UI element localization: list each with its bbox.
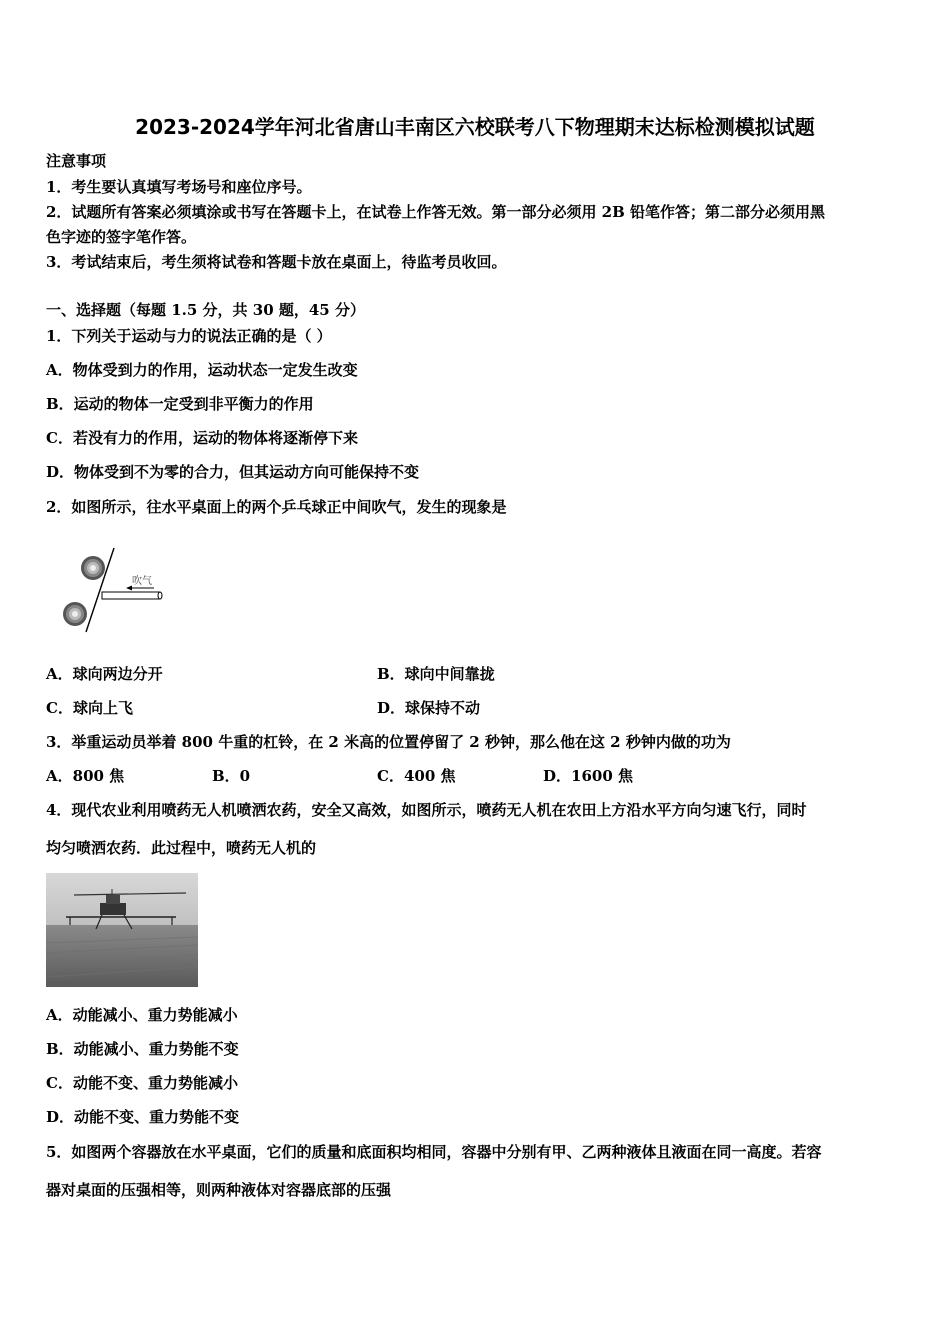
- q4-option-c: C．动能不变、重力势能减小: [46, 1074, 238, 1092]
- notice-item-2: 2．试题所有答案必须填涂或书写在答题卡上，在试卷上作答无效。第一部分必须用 2B 铅笔作答；第二部分必须用黑: [46, 203, 826, 221]
- notice-heading: 注意事项: [46, 152, 107, 170]
- q3-option-d: D．1600 焦: [543, 767, 633, 785]
- blow-label: 吹气: [132, 576, 152, 587]
- q5-stem: 5．如图两个容器放在水平桌面，它们的质量和底面积均相同，容器中分别有甲、乙两种液体且液面在同一高度。若容: [46, 1143, 822, 1161]
- q4-option-a: A．动能减小、重力势能减小: [46, 1006, 238, 1024]
- q2-option-a: A．球向两边分开: [46, 665, 163, 683]
- q3-stem: 3．举重运动员举着 800 牛重的杠铃，在 2 米高的位置停留了 2 秒钟，那么他在这 2 秒钟内做的功为: [46, 733, 731, 751]
- q2-option-d: D．球保持不动: [377, 699, 481, 717]
- q1-option-d: D．物体受到不为零的合力，但其运动方向可能保持不变: [46, 463, 420, 481]
- q1-option-a: A．物体受到力的作用，运动状态一定发生改变: [46, 361, 358, 379]
- q2-option-b: B．球向中间靠拢: [377, 665, 495, 683]
- q2-stem: 2．如图所示，往水平桌面上的两个乒乓球正中间吹气，发生的现象是: [46, 498, 507, 516]
- ping-pong-figure: [56, 546, 168, 634]
- q4-stem-cont: 均匀喷洒农药．此过程中，喷药无人机的: [46, 839, 317, 857]
- q2-option-c: C．球向上飞: [46, 699, 133, 717]
- q3-option-b: B．0: [212, 767, 251, 785]
- blow-tube: [102, 592, 162, 599]
- notice-item-3: 3．考试结束后，考生须将试卷和答题卡放在桌面上，待监考员收回。: [46, 253, 507, 271]
- q4-stem: 4．现代农业利用喷药无人机喷洒农药，安全又高效，如图所示，喷药无人机在农田上方沿水平方向匀速飞行，同时: [46, 801, 807, 819]
- q4-option-d: D．动能不变、重力势能不变: [46, 1108, 240, 1126]
- q5-stem-cont: 器对桌面的压强相等，则两种液体对容器底部的压强: [46, 1181, 392, 1199]
- notice-item-2-cont: 色字迹的签字笔作答。: [46, 228, 197, 246]
- notice-item-1: 1．考生要认真填写考场号和座位序号。: [46, 178, 312, 196]
- q3-option-c: C．400 焦: [377, 767, 456, 785]
- q4-option-b: B．动能减小、重力势能不变: [46, 1040, 239, 1058]
- upper-ball: [81, 556, 105, 580]
- q1-option-c: C．若没有力的作用，运动的物体将逐渐停下来: [46, 429, 358, 447]
- section-heading: 一、选择题（每题 1.5 分，共 30 题，45 分）: [46, 301, 365, 319]
- lower-ball: [63, 602, 87, 626]
- q3-option-a: A．800 焦: [46, 767, 125, 785]
- page-title: 2023-2024学年河北省唐山丰南区六校联考八下物理期末达标检测模拟试题: [135, 115, 815, 139]
- q1-option-b: B．运动的物体一定受到非平衡力的作用: [46, 395, 314, 413]
- drone-photo: [46, 873, 198, 987]
- q1-stem: 1．下列关于运动与力的说法正确的是（ ）: [46, 327, 332, 345]
